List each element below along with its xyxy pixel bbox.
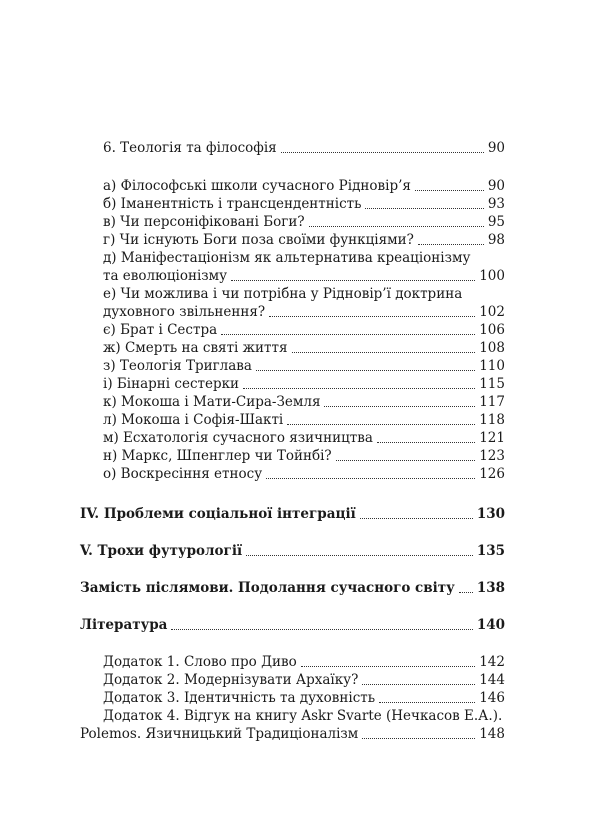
toc-entry-page: 140 (476, 617, 505, 633)
toc-entry-page: 146 (479, 690, 505, 706)
dot-leader (377, 442, 475, 443)
dot-leader (246, 555, 473, 556)
toc-entry-title: є) Брат і Сестра (103, 322, 218, 338)
toc-subitem-o (103, 465, 505, 483)
toc-entry-title: Література (80, 617, 168, 633)
dot-leader (266, 478, 475, 479)
dot-leader (243, 388, 475, 389)
toc-entry-page: 102 (479, 304, 505, 320)
toc-entry-title: Додаток 1. Слово про Диво (103, 654, 297, 670)
toc-entry-title: V. Трохи футурології (80, 543, 243, 559)
toc-entry-title: Додаток 3. Ідентичність та духовність (103, 690, 376, 706)
toc-entry-page: 95 (487, 214, 505, 230)
toc-subitem-m (103, 429, 505, 447)
toc-entry-page: 98 (487, 232, 505, 248)
dot-leader (301, 666, 475, 667)
toc-entry-title: Polemos. Язичницький Традиціоналізм (80, 726, 359, 742)
dot-leader (418, 244, 484, 245)
toc-entry-title: та еволюціонізму (103, 268, 228, 284)
toc-entry-page: 130 (476, 506, 505, 522)
toc-entry-page: 110 (479, 358, 505, 374)
toc-entry-title: н) Маркс, Шпенглер чи Тойнбі? (103, 448, 332, 464)
toc-entry-page: 90 (487, 140, 505, 156)
toc-subitem-h (103, 231, 505, 249)
toc-entry-page: 108 (479, 340, 505, 356)
toc-entry-page: 126 (479, 466, 505, 482)
toc-appendix-1 (103, 653, 505, 671)
toc-chapter-afterword (80, 579, 505, 597)
toc-entry-page: 93 (487, 196, 505, 212)
toc-subitem-n (103, 447, 505, 465)
toc-entry-page: 100 (479, 268, 505, 284)
toc-entry-title: м) Есхатологія сучасного язичництва (103, 430, 373, 446)
dot-leader (292, 352, 476, 353)
toc-entry-title: Замість післямови. Подолання сучасного світу (80, 580, 455, 596)
toc-entry-page: 90 (487, 178, 505, 194)
toc-subitem-i (103, 375, 505, 393)
toc-entry-page: 135 (476, 543, 505, 559)
dot-leader (365, 208, 483, 209)
toc-entry-page: 121 (479, 430, 505, 446)
dot-leader (415, 190, 484, 191)
toc-subitem-z (103, 357, 505, 375)
toc-entry-title: а) Філософські школи сучасного Рідновір’я (103, 178, 411, 194)
dot-leader (281, 152, 484, 153)
toc-entry-title: ж) Смерть на святі життя (103, 340, 288, 356)
toc-subitem-d-line1: д) Маніфестаціонізм як альтернатива креаціонізму (103, 250, 471, 266)
dot-leader (171, 629, 472, 630)
toc-entry-title: о) Воскресіння етносу (103, 466, 263, 482)
toc-entry-title: IV. Проблеми соціальної інтеграції (80, 506, 356, 522)
toc-entry-page: 142 (479, 654, 505, 670)
toc-entry-title: л) Мокоша і Софія-Шакті (103, 412, 284, 428)
toc-entry-section-6 (103, 139, 505, 157)
toc-entry-page: 115 (479, 376, 505, 392)
toc-subitem-a (103, 177, 505, 195)
toc-entry-title: в) Чи персоніфіковані Боги? (103, 214, 305, 230)
toc-chapter-iv (80, 505, 505, 523)
toc-chapter-literature (80, 616, 505, 634)
dot-leader (459, 592, 473, 593)
toc-appendix-3 (103, 689, 505, 707)
toc-subitem-b (103, 195, 505, 213)
toc-appendix-2 (103, 671, 505, 689)
dot-leader (269, 316, 475, 317)
dot-leader (287, 424, 475, 425)
toc-chapter-v (80, 542, 505, 560)
toc-subitem-e (103, 303, 505, 321)
toc-entry-title: 6. Теологія та філософія (103, 140, 277, 156)
toc-entry-title: б) Іманентність і трансцендентність (103, 196, 362, 212)
toc-entry-page: 148 (479, 726, 505, 742)
toc-subitem-ye (103, 321, 505, 339)
toc-subitem-l (103, 411, 505, 429)
toc-subitem-d (103, 267, 505, 285)
toc-entry-title: духовного звільнення? (103, 304, 266, 320)
toc-subitem-v (103, 213, 505, 231)
dot-leader (379, 702, 475, 703)
dot-leader (309, 226, 484, 227)
toc-appendix-4-line1: Додаток 4. Відгук на книгу Askr Svarte (Нечкасов Е.А.). (103, 708, 503, 724)
toc-appendix-4 (80, 725, 505, 743)
dot-leader (362, 684, 475, 685)
toc-entry-title: і) Бінарні сестерки (103, 376, 240, 392)
toc-entry-page: 144 (479, 672, 505, 688)
toc-entry-page: 123 (479, 448, 505, 464)
toc-entry-page: 117 (479, 394, 505, 410)
toc-entry-page: 138 (476, 580, 505, 596)
toc-entry-title: г) Чи існують Боги поза своїми функціями? (103, 232, 414, 248)
toc-entry-title: Додаток 2. Модернізувати Архаїку? (103, 672, 359, 688)
toc-subitem-e-line1: е) Чи можлива і чи потрібна у Рідновір’ї доктрина (103, 286, 463, 302)
toc-entry-page: 118 (479, 412, 505, 428)
dot-leader (256, 370, 475, 371)
toc-subitem-k (103, 393, 505, 411)
dot-leader (336, 460, 476, 461)
toc-entry-title: з) Теологія Триглава (103, 358, 252, 374)
toc-entry-title: к) Мокоша і Мати-Сира-Земля (103, 394, 321, 410)
dot-leader (324, 406, 475, 407)
dot-leader (362, 738, 475, 739)
dot-leader (360, 518, 473, 519)
toc-entry-page: 106 (479, 322, 505, 338)
dot-leader (231, 280, 475, 281)
dot-leader (221, 334, 475, 335)
toc-subitem-zh (103, 339, 505, 357)
